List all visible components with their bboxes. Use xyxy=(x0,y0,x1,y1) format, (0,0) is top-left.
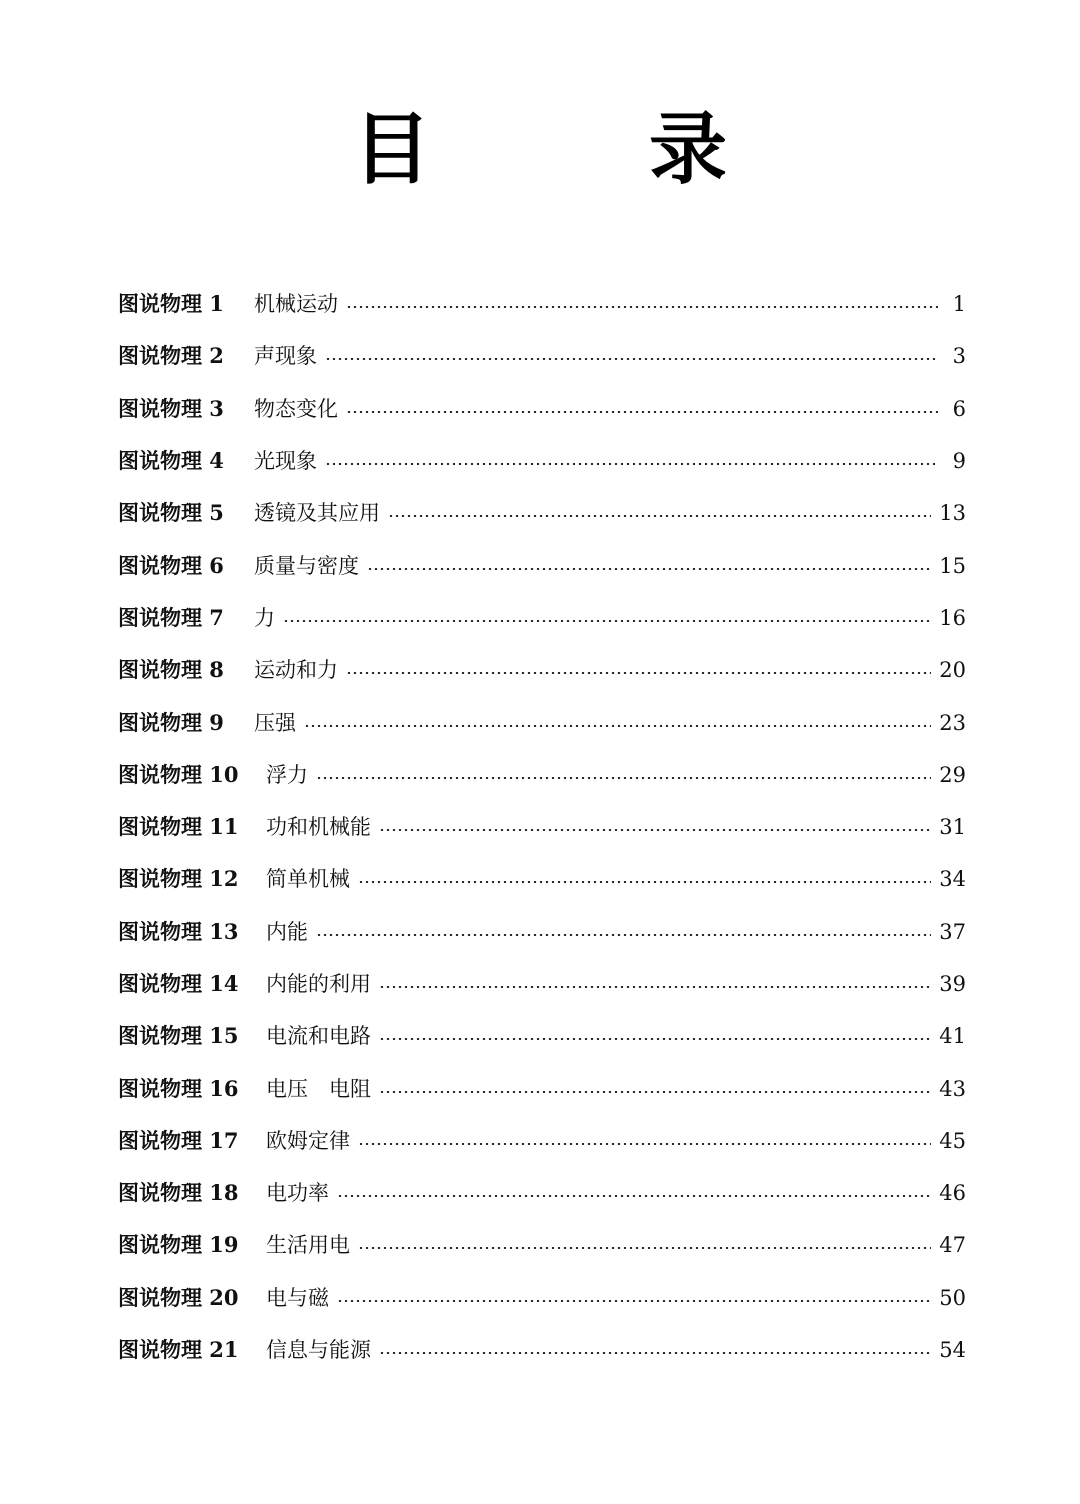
toc-topic: 内能的利用 xyxy=(266,972,371,996)
toc-dot-leader xyxy=(325,358,938,360)
toc-dot-leader xyxy=(379,1038,931,1040)
toc-topic: 透镜及其应用 xyxy=(254,501,380,526)
toc-chapter: 图说物理 7 xyxy=(118,604,224,630)
toc-topic: 内能 xyxy=(266,919,308,944)
toc-page-number: 47 xyxy=(939,1233,966,1258)
toc-topic: 电压 电阻 xyxy=(266,1076,371,1101)
toc-dot-leader xyxy=(346,672,931,674)
toc-page-number: 43 xyxy=(939,1076,966,1101)
toc-chapter: 图说物理 5 xyxy=(118,500,224,526)
toc-dot-leader xyxy=(337,1300,931,1302)
toc-dot-leader xyxy=(358,1143,931,1145)
toc-chapter: 图说物理 19 xyxy=(118,1232,239,1258)
toc-entry[interactable] xyxy=(118,278,966,330)
toc-topic: 功和机械能 xyxy=(266,815,371,840)
toc-page-number: 37 xyxy=(939,919,966,944)
toc-chapter: 图说物理 12 xyxy=(118,866,239,892)
toc-chapter: 图说物理 9 xyxy=(118,709,224,735)
table-of-contents xyxy=(118,278,966,1376)
toc-entry[interactable] xyxy=(118,383,966,435)
toc-topic: 压强 xyxy=(254,710,296,735)
toc-page-number: 34 xyxy=(939,867,966,892)
toc-dot-leader xyxy=(358,1247,931,1249)
toc-chapter: 图说物理 21 xyxy=(118,1337,239,1363)
toc-entry[interactable] xyxy=(118,1115,966,1167)
toc-page-number: 41 xyxy=(939,1024,966,1049)
toc-entry[interactable] xyxy=(118,906,966,958)
toc-dot-leader xyxy=(388,515,931,517)
toc-chapter: 图说物理 18 xyxy=(118,1180,239,1206)
toc-page-number: 29 xyxy=(939,762,966,787)
toc-page-number: 6 xyxy=(952,396,966,421)
toc-dot-leader xyxy=(325,463,938,465)
toc-page-number: 16 xyxy=(939,605,966,630)
toc-entry[interactable] xyxy=(118,1219,966,1271)
toc-page-number: 46 xyxy=(939,1181,966,1206)
toc-chapter: 图说物理 17 xyxy=(118,1127,239,1153)
toc-entry[interactable] xyxy=(118,487,966,539)
toc-page-number: 13 xyxy=(939,501,966,526)
toc-dot-leader xyxy=(379,986,931,988)
toc-entry[interactable] xyxy=(118,749,966,801)
toc-topic: 电流和电路 xyxy=(266,1024,371,1049)
toc-topic: 信息与能源 xyxy=(266,1338,371,1363)
toc-page-number: 15 xyxy=(939,553,966,578)
page-title: 目 录 xyxy=(352,105,797,195)
toc-dot-leader xyxy=(316,777,931,779)
toc-page-number: 3 xyxy=(952,344,966,369)
toc-chapter: 图说物理 14 xyxy=(118,971,239,996)
toc-chapter: 图说物理 15 xyxy=(118,1023,239,1049)
toc-dot-leader xyxy=(379,829,931,831)
toc-entry[interactable] xyxy=(118,644,966,696)
toc-page-number: 39 xyxy=(939,972,966,996)
toc-page-number: 9 xyxy=(952,449,966,474)
toc-topic: 简单机械 xyxy=(266,867,350,892)
toc-topic: 力 xyxy=(254,605,275,630)
toc-page-number: 50 xyxy=(939,1285,966,1310)
toc-entry[interactable] xyxy=(118,330,966,382)
toc-topic: 光现象 xyxy=(254,449,317,474)
toc-dot-leader xyxy=(316,934,931,936)
toc-dot-leader xyxy=(337,1195,931,1197)
toc-topic: 物态变化 xyxy=(254,396,338,421)
toc-dot-leader xyxy=(304,725,931,727)
toc-page-number: 54 xyxy=(939,1338,966,1363)
toc-entry[interactable] xyxy=(118,1272,966,1324)
toc-dot-leader xyxy=(379,1091,931,1093)
toc-entry[interactable] xyxy=(118,435,966,487)
toc-page-number: 23 xyxy=(939,710,966,735)
toc-topic: 浮力 xyxy=(266,762,308,787)
toc-dot-leader xyxy=(379,1352,931,1354)
toc-chapter: 图说物理 13 xyxy=(118,918,239,944)
toc-dot-leader xyxy=(346,411,938,413)
toc-entry[interactable] xyxy=(118,801,966,853)
toc-chapter: 图说物理 4 xyxy=(118,448,224,474)
toc-chapter: 图说物理 8 xyxy=(118,657,224,683)
toc-entry[interactable] xyxy=(118,696,966,748)
toc-entry[interactable] xyxy=(118,592,966,644)
toc-chapter: 图说物理 16 xyxy=(118,1075,239,1101)
toc-chapter: 图说物理 1 xyxy=(118,291,224,317)
toc-entry[interactable] xyxy=(118,853,966,905)
toc-entry[interactable] xyxy=(118,958,966,1010)
toc-page-number: 45 xyxy=(939,1128,966,1153)
toc-topic: 欧姆定律 xyxy=(266,1128,350,1153)
toc-topic: 电与磁 xyxy=(266,1285,329,1310)
toc-topic: 生活用电 xyxy=(266,1233,350,1258)
toc-chapter: 图说物理 3 xyxy=(118,395,224,421)
toc-page-number: 20 xyxy=(939,658,966,683)
toc-entry[interactable] xyxy=(118,1010,966,1062)
toc-dot-leader xyxy=(367,568,931,570)
toc-entry[interactable] xyxy=(118,1324,966,1376)
toc-chapter: 图说物理 6 xyxy=(118,552,224,578)
toc-entry[interactable] xyxy=(118,1167,966,1219)
toc-chapter: 图说物理 2 xyxy=(118,343,224,369)
toc-page-number: 31 xyxy=(939,815,966,840)
toc-chapter: 图说物理 20 xyxy=(118,1284,239,1310)
toc-dot-leader xyxy=(283,620,931,622)
toc-entry[interactable] xyxy=(118,539,966,591)
toc-topic: 质量与密度 xyxy=(254,553,359,578)
toc-entry[interactable] xyxy=(118,1062,966,1114)
toc-topic: 声现象 xyxy=(254,344,317,369)
toc-dot-leader xyxy=(358,881,931,883)
toc-chapter: 图说物理 11 xyxy=(118,814,239,840)
toc-dot-leader xyxy=(346,306,938,308)
toc-chapter: 图说物理 10 xyxy=(118,761,239,787)
toc-topic: 机械运动 xyxy=(254,292,338,317)
toc-topic: 电功率 xyxy=(266,1181,329,1206)
toc-page-number: 1 xyxy=(952,292,966,317)
toc-topic: 运动和力 xyxy=(254,658,338,683)
